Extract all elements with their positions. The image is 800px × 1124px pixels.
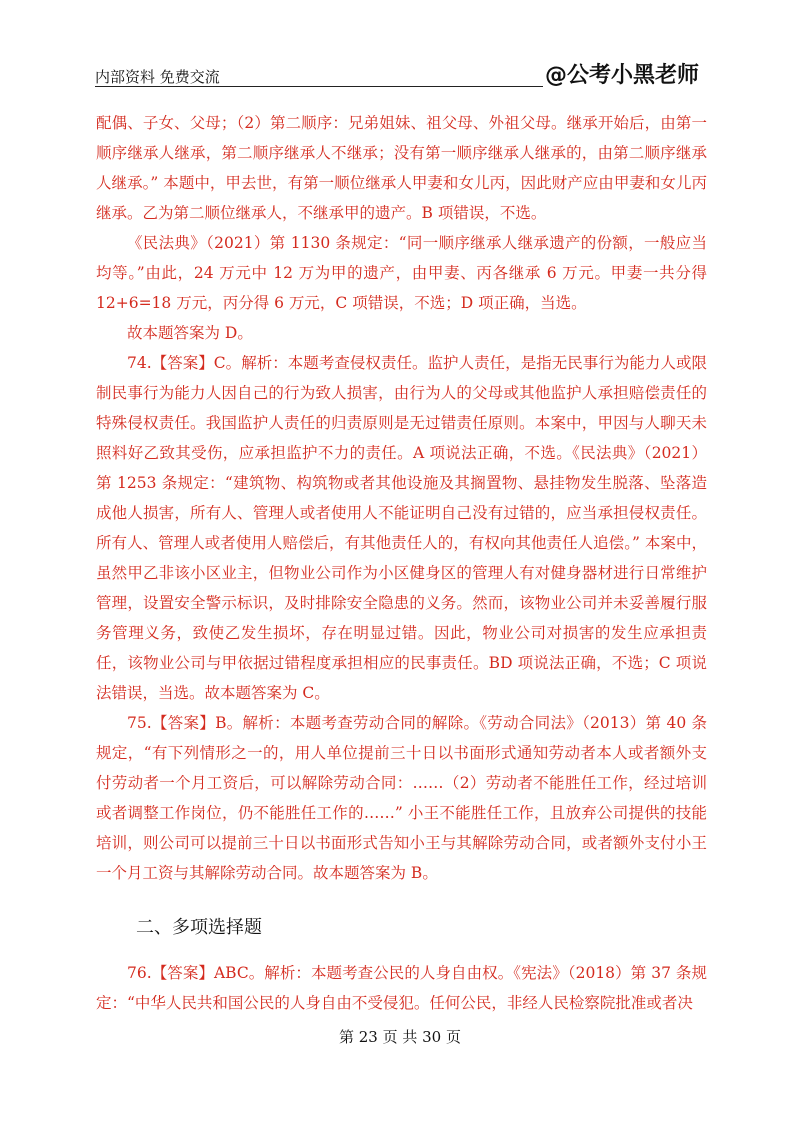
paragraph-question-76: 76.【答案】ABC。解析：本题考查公民的人身自由权。《宪法》（2018）第 37 条规定：“中华人民共和国公民的人身自由不受侵犯。任何公民，非经人民检察院批准或者决 (96, 964, 707, 1012)
section-title: 二、多项选择题 (136, 917, 262, 938)
paragraph-answer-73: 故本题答案为 D。 (127, 324, 253, 342)
paragraph-question-74: 74.【答案】C。解析：本题考查侵权责任。监护人责任，是指无民事行为能力人或限制民事行为能力人因自己的行为致人损害，由行为人的父母或其他监护人承担赔偿责任的特殊侵权责任。我国监护人责任的归责原则是无过错责任原则。本案中，甲因与人聊天未照料好乙致其受伤，应承担监护不力的责任。A 项说法正确，不选。《民法典》（2021）第 1253 条规定：“建筑物、构筑物或者其他设施及其搁置物、悬挂物发生脱落、坠落造成他人损害，所有人、管理人或者使用人不能证明自己没有过错的，应当承担侵权责任。所有人、管理人或者使用人赔偿后，有其他责任人的，有权向其他责任人追偿。” 本案中，虽然甲乙非该小区业主，但物业公司作为小区健身区的管理人有对健身器材进行日常维护管理，设置安全警示标识，及时排除安全隐患的义务。然而，该物业公司并未妥善履行服务管理义务，致使乙发生损坏，存在明显过错。因此，物业公司对损害的发生应承担责任，该物业公司与甲依据过错程度承担相应的民事责任。BD 项说法正确，不选；C 项说法错误，当选。故本题答案为 C。 (96, 354, 707, 702)
header-rule (95, 86, 543, 87)
page-footer: 第 23 页 共 30 页 (338, 1028, 461, 1046)
header-left-text: 内部资料 免费交流 (95, 68, 220, 86)
header-watermark-text: @公考小黑老师 (545, 63, 700, 88)
paragraph-civil-code-1130: 《民法典》（2021）第 1130 条规定：“同一顺序继承人继承遗产的份额，一般应当均等。”由此，24 万元中 12 万为甲的遗产，由甲妻、丙各继承 6 万元。甲妻一共分得 12+6=18 万元，丙分得 6 万元，C 项错误，不选；D 项正确，当选。 (96, 234, 707, 312)
paragraph-question-75: 75.【答案】B。解析：本题考查劳动合同的解除。《劳动合同法》（2013）第 40 条规定，“有下列情形之一的，用人单位提前三十日以书面形式通知劳动者本人或者额外支付劳动者一个月工资后，可以解除劳动合同：……（2）劳动者不能胜任工作，经过培训或者调整工作岗位，仍不能胜任工作的……” 小王不能胜任工作，且放弃公司提供的技能培训，则公司可以提前三十日以书面形式告知小王与其解除劳动合同，或者额外支付小王一个月工资与其解除劳动合同。故本题答案为 B。 (96, 714, 707, 882)
paragraph-inheritance-order: 配偶、子女、父母；（2）第二顺序：兄弟姐妹、祖父母、外祖父母。继承开始后，由第一顺序继承人继承，第二顺序继承人不继承；没有第一顺序继承人继承的，由第二顺序继承人继承。” 本题中，甲去世，有第一顺位继承人甲妻和女儿丙，因此财产应由甲妻和女儿丙继承。乙为第二顺位继承人，不继承甲的遗产。B 项错误，不选。 (96, 114, 707, 222)
page-body (96, 108, 707, 1018)
